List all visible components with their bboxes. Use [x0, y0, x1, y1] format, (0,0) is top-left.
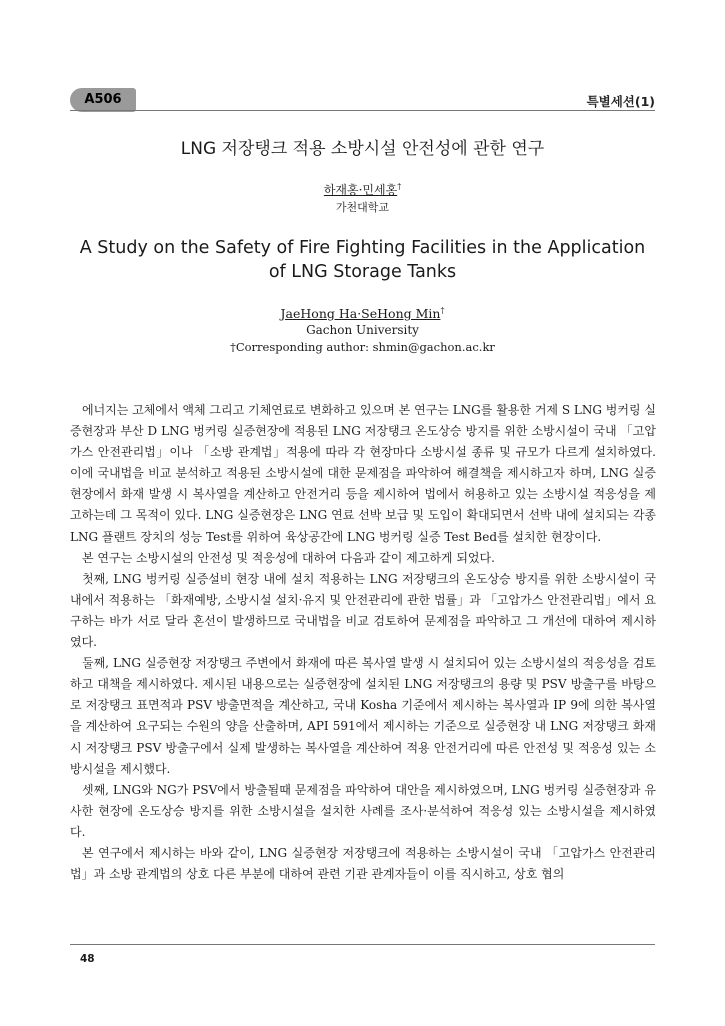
korean-affiliation: 가천대학교: [335, 201, 390, 214]
paragraph: 셋째, LNG와 NG가 PSV에서 방출될때 문제점을 파악하여 대안을 제시하였으며, LNG 벙커링 실증현장과 유사한 현장에 온도상승 방지를 위한 소방시설을 설치한 사례를 조사·분석하여 적응성 있는 소방시설을 제시하였다.: [70, 782, 656, 839]
korean-title: LNG 저장탱크 적용 소방시설 안전성에 관한 연구: [180, 139, 545, 159]
english-affiliation: Gachon University: [306, 323, 419, 337]
korean-author-names: 하재홍·민세홍: [323, 183, 398, 197]
section-code-tab: A506: [70, 88, 136, 112]
english-author-names: JaeHong Ha·SeHong Min: [280, 306, 441, 322]
english-title: A Study on the Safety of Fire Fighting Facilities in the Application of LNG Storage Tanks: [79, 238, 646, 282]
header-rule: [70, 110, 655, 111]
paragraph: 첫째, LNG 벙커링 실증설비 현장 내에 설치 적용하는 LNG 저장탱크의 온도상승 방지를 위한 소방시설이 국내에서 적용하는 「화재예방, 소방시설 설치·유지 및 안전관리에 관한 법률」과 「고압가스 안전관리법」에서 요구하는 바가 서로 달라 혼선이 발생하므로 국내법을 비교 검토하여 문제점을 파악하고 그 개선에 대하여 제시하였다.: [70, 571, 656, 650]
session-label: 특별세션(1): [586, 94, 655, 109]
paragraph: 둘째, LNG 실증현장 저장탱크 주변에서 화재에 따른 복사열 발생 시 설치되어 있는 소방시설의 적응성을 검토하고 대책을 제시하였다. 제시된 내용으로는 실증현장에 설치된 LNG 저장탱크의 용량 및 PSV 방출구를 바탕으로 저장탱크 표면적과 PSV 방출면적을 계산하고, 국내 Kosha 기준에서 제시하는 복사열과 IP 9에 의한 복사열을 계산하여 요구되는 수원의 양을 산출하며, API 591에서 제시하는 기준으로 실증현장 내 LNG 저장탱크 화재 시 저장탱크 PSV 방출구에서 실제 발생하는 복사열을 계산하여 적용 안전거리에 따른 안전성 및 적응성 있는 소방시설을 제시했다.: [70, 656, 656, 776]
corresponding-mark: †: [440, 306, 445, 315]
paragraph: 에너지는 고체에서 액체 그리고 기체연료로 변화하고 있으며 본 연구는 LNG를 활용한 거제 S LNG 벙커링 실증현장과 부산 D LNG 벙커링 실증현장에 적용된 LNG 저장탱크 온도상승 방지를 위한 소방시설이 국내 「고압가스 안전관리법」이나 「소방 관계법」적용에 따라 각 현장마다 소방시설 종류 및 규모가 다르게 설치하였다. 이에 국내법을 비교 분석하고 적용된 소방시설에 대한 문제점을 파악하여 해결책을 제시하고자 하며, LNG 실증현장에서 화재 발생 시 복사열을 계산하고 안전거리 등을 제시하여 법에서 허용하고 있는 소방시설 적응성을 제고하는데 그 목적이 있다. LNG 실증현장은 LNG 연료 선박 보급 및 도입이 확대되면서 선박 내에 설치되는 각종 LNG 플랜트 장치의 성능 Test를 위하여 육상공간에 LNG 벙커링 실증 Test Bed를 설치한 현장이다.: [70, 403, 656, 544]
footer-rule: [70, 944, 655, 945]
corresponding-mark: †: [397, 182, 402, 191]
abstract-body: [70, 400, 656, 885]
corresponding-author: †Corresponding author: shmin@gachon.ac.kr: [230, 340, 495, 354]
english-authors: [0, 306, 725, 321]
paragraph: 본 연구에서 제시하는 바와 같이, LNG 실증현장 저장탱크에 적용하는 소방시설이 국내 「고압가스 안전관리법」과 소방 관계법의 상호 다른 부분에 대하여 관련 기관 관계자들이 이를 직시하고, 상호 협의: [70, 845, 656, 882]
korean-authors: [0, 181, 725, 198]
page-number: 48: [80, 953, 95, 965]
paragraph: 본 연구는 소방시설의 안전성 및 적응성에 대하여 다음과 같이 제고하게 되었다.: [82, 550, 495, 565]
